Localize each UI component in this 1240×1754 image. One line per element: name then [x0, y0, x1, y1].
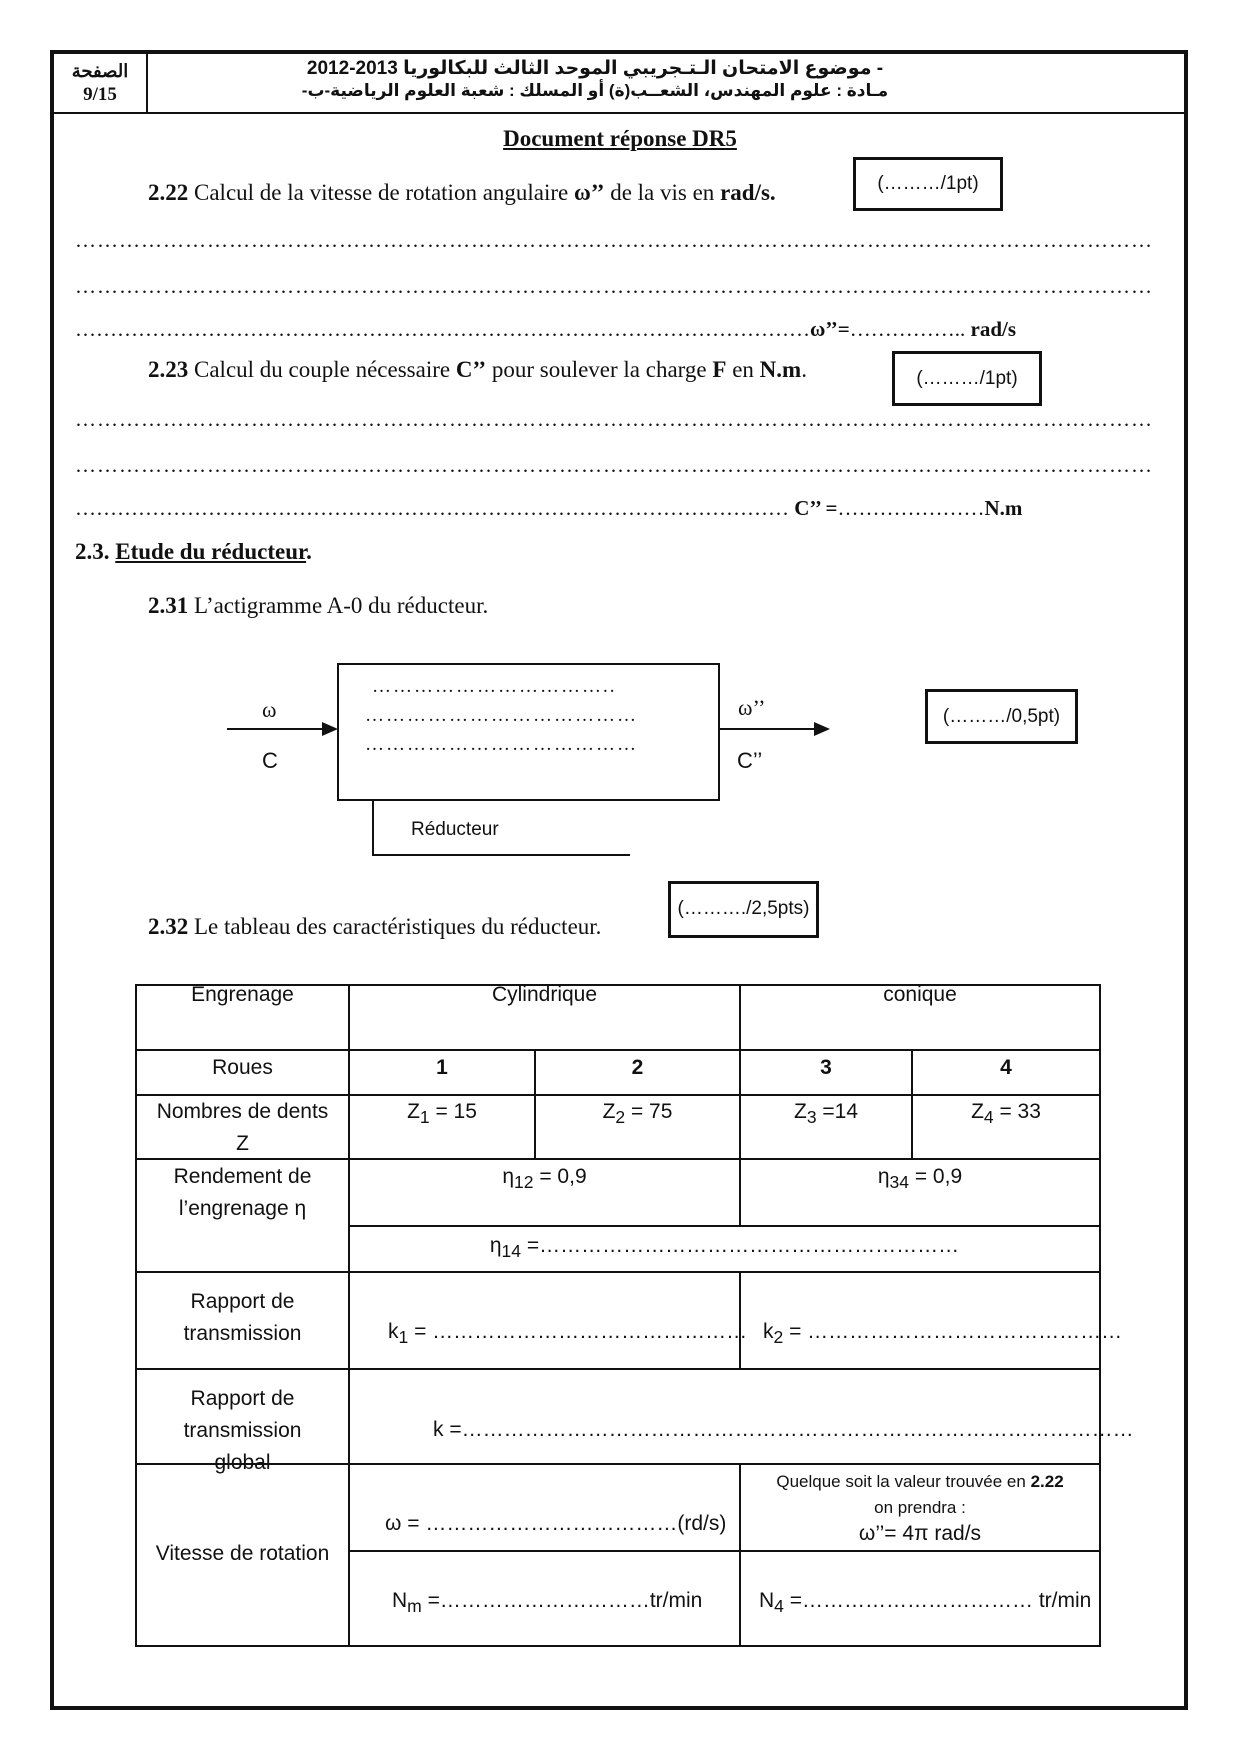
omega-symbol: ω’’: [574, 180, 605, 205]
answer-line[interactable]: …………………………………………………………………………………………………………………………………: [75, 407, 1153, 431]
n-letter: N: [759, 1589, 775, 1612]
score-box: (………/1pt): [853, 157, 1003, 211]
question-text: Calcul de la vitesse de rotation angulaire: [188, 180, 575, 205]
question-text: L’actigramme A-0 du réducteur.: [188, 593, 489, 618]
roue-4: 4: [1000, 1056, 1012, 1079]
subscript: 2: [773, 1327, 784, 1348]
value: =…………………………… tr/min: [783, 1589, 1092, 1612]
result-label: ω’’=: [810, 317, 850, 341]
rapport-global-k[interactable]: k =……………………………………………………………………………………: [433, 1418, 1134, 1441]
section-end: .: [306, 539, 312, 564]
dents-z3: [741, 1096, 911, 1133]
function-blank[interactable]: …………………………………: [365, 734, 638, 755]
dents-z2: [536, 1096, 739, 1133]
z-letter: Z: [971, 1100, 984, 1123]
support-line: [372, 801, 374, 855]
output-arrowhead-icon: [814, 722, 830, 736]
eta-symbol: η: [489, 1234, 502, 1257]
roue-1: 1: [436, 1056, 448, 1079]
dots: …………………………………………………………………………………………: [75, 496, 795, 520]
roue-3: 3: [820, 1056, 832, 1079]
row-label-global: [137, 1383, 348, 1479]
question-2-32: [148, 913, 601, 941]
result-unit: rad/s: [970, 317, 1017, 341]
value: = ………………………………………: [783, 1320, 1123, 1343]
value: = 0,9: [909, 1165, 963, 1188]
value: = 0,9: [533, 1165, 587, 1188]
rendement-eta14[interactable]: [350, 1230, 1099, 1267]
value: =……………………………………………………: [521, 1234, 960, 1257]
n-letter: N: [392, 1589, 408, 1612]
question-number: 2.23: [148, 357, 189, 382]
vitesse-n4[interactable]: [759, 1585, 1091, 1622]
label-line: transmission: [183, 1322, 302, 1345]
subscript: 1: [398, 1327, 409, 1348]
force-symbol: F: [712, 357, 727, 382]
table-rule: [349, 1550, 1101, 1552]
value: = 75: [625, 1100, 673, 1123]
question-text: Le tableau des caractéristiques du réducteur.: [188, 914, 602, 939]
question-text: pour soulever la charge: [486, 357, 713, 382]
question-text: .: [801, 357, 807, 382]
result-blank: …………………: [837, 496, 985, 520]
label-line: transmission: [183, 1419, 302, 1442]
support-line: [372, 854, 630, 856]
support-label: Réducteur: [411, 819, 499, 840]
label-line: l’engrenage η: [178, 1197, 307, 1220]
rapport-k1[interactable]: [388, 1316, 747, 1353]
couple-result-line[interactable]: [75, 494, 1165, 522]
subscript: 4: [983, 1107, 994, 1128]
row-label-dents: [137, 1096, 348, 1160]
input-arrow: [227, 728, 323, 730]
question-number: 2.22: [148, 180, 189, 205]
subscript: 2: [615, 1107, 626, 1128]
row-label-engrenage: Engrenage: [191, 983, 294, 1006]
row-label-vitesse: Vitesse de rotation: [155, 1542, 330, 1565]
answer-line[interactable]: …………………………………………………………………………………………………………………………………: [75, 453, 1153, 477]
function-blank[interactable]: ……………………………..: [372, 676, 617, 697]
output-arrow: [720, 728, 816, 730]
value: =…………………………tr/min: [421, 1589, 703, 1612]
subscript: 34: [889, 1172, 909, 1193]
value: = 15: [429, 1100, 477, 1123]
question-2-23: [148, 356, 807, 384]
value: = 33: [993, 1100, 1041, 1123]
label-line: Rapport de: [190, 1290, 295, 1313]
row-label-rendement: [137, 1161, 348, 1225]
header-divider: [146, 54, 148, 112]
result-blank: ……………..: [849, 317, 971, 341]
label-line: Rendement de: [173, 1165, 312, 1188]
engrenage-conique: conique: [883, 983, 957, 1006]
subscript: 3: [806, 1107, 817, 1128]
page-label: الصفحة: [71, 61, 129, 81]
question-2-22: [148, 179, 776, 207]
question-text: en: [726, 357, 760, 382]
question-number: 2.31: [148, 593, 189, 618]
note-value: ω’’= 4π rad/s: [858, 1522, 982, 1545]
section-heading: [75, 538, 312, 566]
input-couple: C: [262, 748, 278, 773]
score-box: (………/1pt): [892, 351, 1042, 406]
question-text: Calcul du couple nécessaire: [188, 357, 456, 382]
k-letter: k: [763, 1320, 774, 1343]
table-rule: [135, 1368, 1101, 1370]
label-line: Rapport de: [190, 1387, 295, 1410]
note-ref: 2.22: [1030, 1472, 1064, 1491]
subscript: 14: [501, 1241, 522, 1262]
subscript: m: [407, 1596, 422, 1617]
vitesse-note: [741, 1469, 1099, 1547]
dents-z1: [350, 1096, 534, 1133]
label-line: global: [214, 1451, 271, 1474]
result-label: C’’ =: [794, 496, 838, 520]
subscript: 12: [514, 1172, 534, 1193]
rendement-eta12: [350, 1161, 739, 1198]
z-letter: Z: [407, 1100, 420, 1123]
question-number: 2.32: [148, 914, 189, 939]
question-2-31: [148, 592, 488, 620]
eta-symbol: η: [502, 1165, 515, 1188]
table-rule: [135, 1271, 1101, 1273]
question-text: de la vis en: [604, 180, 721, 205]
dents-z4: [913, 1096, 1099, 1133]
section-title: Etude du réducteur: [115, 539, 307, 564]
input-arrowhead-icon: [322, 722, 338, 736]
roue-2: 2: [631, 1056, 644, 1079]
rendement-eta34: [741, 1161, 1099, 1198]
note-text: Quelque soit la valeur trouvée en: [776, 1472, 1031, 1491]
score-box: (………/0,5pt): [925, 689, 1078, 744]
page-number: 9/15: [83, 84, 117, 105]
row-label-roues: Roues: [212, 1056, 273, 1079]
section-number: 2.3.: [75, 539, 110, 564]
subscript: 4: [774, 1596, 784, 1617]
eta-symbol: η: [877, 1165, 890, 1188]
output-couple: C’’: [737, 748, 763, 773]
input-omega: ω: [262, 697, 277, 722]
answer-line[interactable]: …………………………………………………………………………………………………………………………………: [75, 274, 1153, 298]
engrenage-cylindrique: Cylindrique: [491, 983, 598, 1006]
dots: ……………………………………………………………………………………………: [75, 317, 810, 341]
note-text: on prendra :: [874, 1498, 966, 1517]
subscript: 1: [419, 1107, 430, 1128]
z-letter: Z: [793, 1100, 807, 1123]
z-letter: Z: [602, 1100, 616, 1123]
omega-result-line[interactable]: [75, 315, 1155, 343]
result-unit: N.m: [984, 496, 1023, 520]
vitesse-omega[interactable]: ω = ………………………………(rd/s): [385, 1512, 727, 1535]
answer-line[interactable]: …………………………………………………………………………………………………………………………………: [75, 228, 1153, 252]
k-letter: k: [388, 1320, 399, 1343]
document-title: Document réponse DR5: [503, 126, 737, 151]
table-rule: [349, 1225, 1101, 1227]
rapport-k2[interactable]: [763, 1316, 1122, 1353]
output-omega: ω’’: [738, 695, 766, 720]
couple-symbol: C’’: [455, 357, 487, 382]
exam-subject: مـادة : علوم المهندس، الشعــب(ة) أو المسلك : شعبة العلوم الرياضية-ب-: [301, 81, 889, 100]
function-blank[interactable]: …………………………………: [365, 705, 638, 726]
unit: rad/s.: [720, 180, 776, 205]
score-box: (………./2,5pts): [668, 881, 819, 938]
vitesse-nm[interactable]: [392, 1585, 702, 1622]
label-line: Z: [236, 1132, 249, 1155]
value: = ………………………………………: [408, 1320, 748, 1343]
table-rule: [135, 1049, 1101, 1051]
row-label-rapport: [137, 1286, 348, 1350]
value: =14: [816, 1100, 859, 1123]
exam-title: - موضوع الامتحان الـتـجريبي الموحد الثالث للبكالوريا 2013-2012: [306, 58, 884, 79]
unit: N.m: [759, 357, 802, 382]
label-line: Nombres de dents: [156, 1100, 329, 1123]
